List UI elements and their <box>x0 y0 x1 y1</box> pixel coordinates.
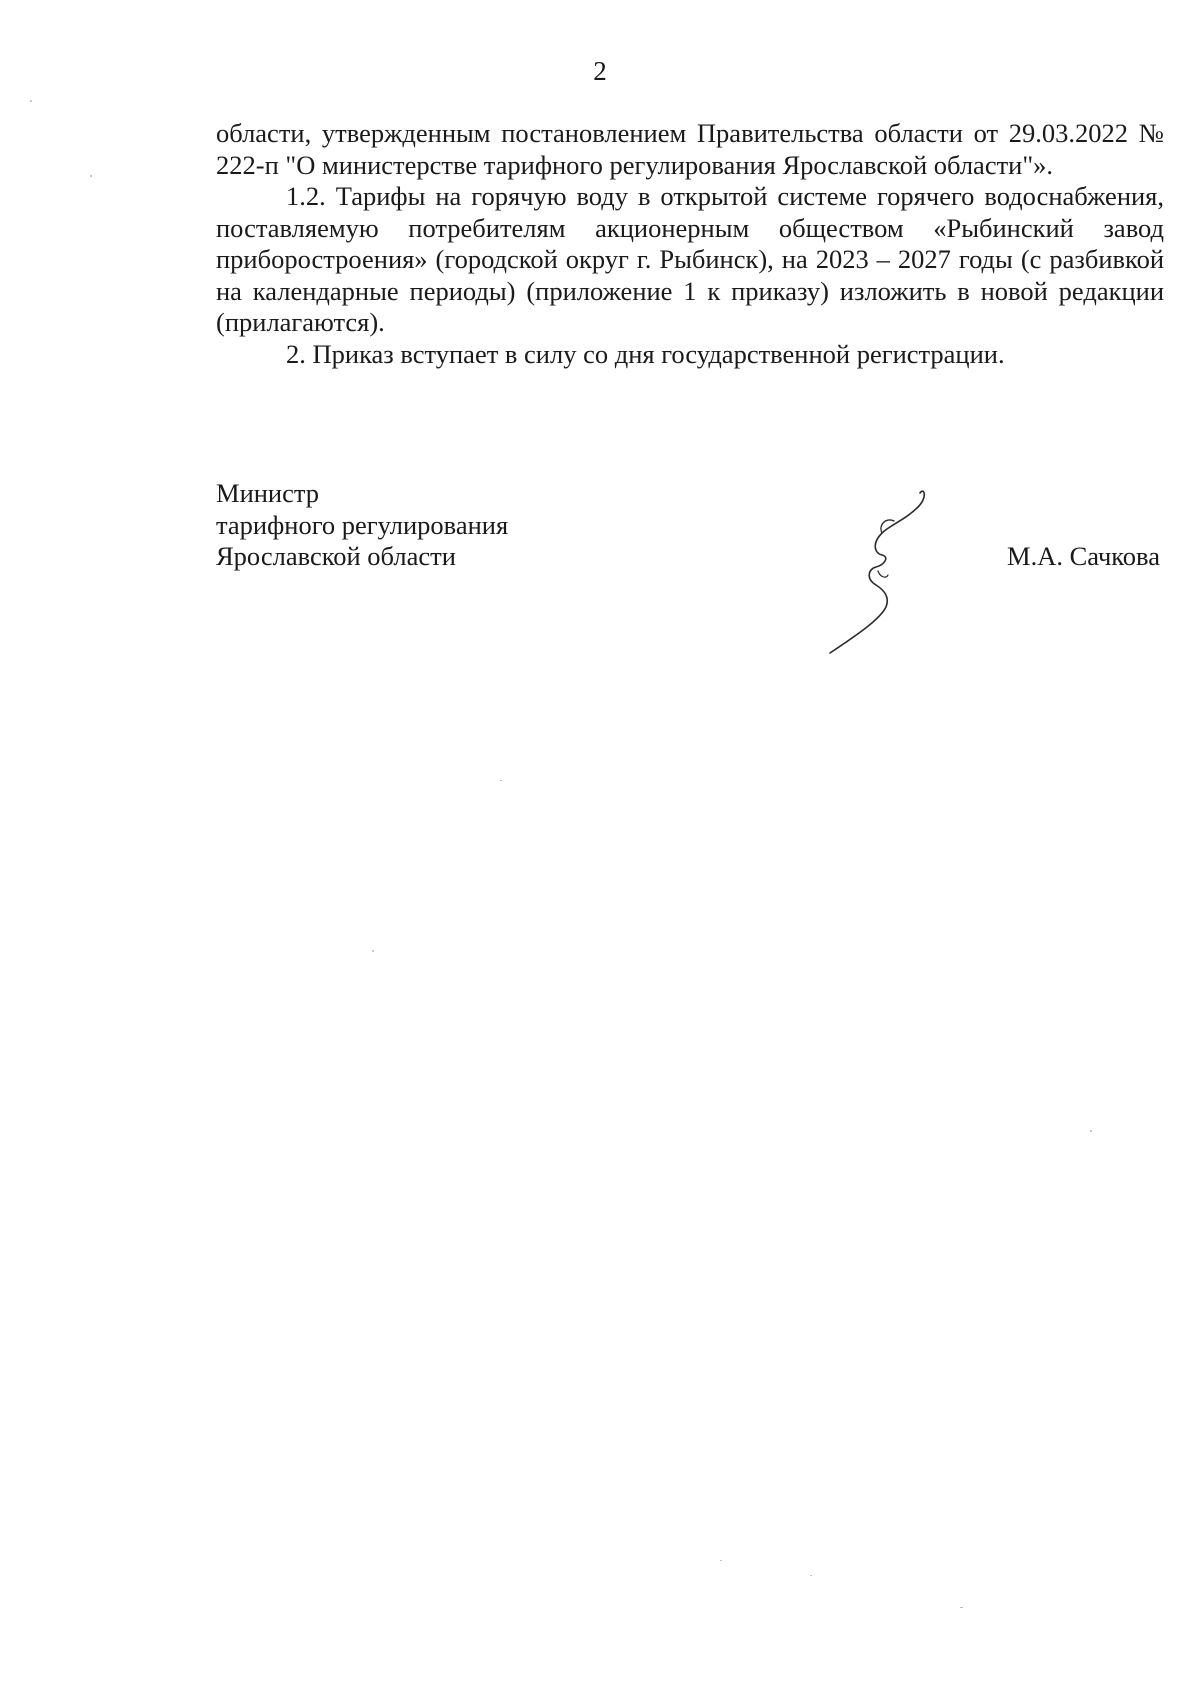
scan-artifact <box>1090 1130 1092 1132</box>
paragraph-continuation: области, утвержденным постановлением Правительства области от 29.03.2022 № 222-п "О министерстве тарифного регулирования Ярославской области"». <box>216 118 1164 180</box>
scan-artifact <box>372 950 374 952</box>
paragraph-item-2: 2. Приказ вступает в силу со дня государственной регистрации. <box>286 338 1005 369</box>
document-body <box>216 118 1164 370</box>
scan-artifact <box>90 175 92 177</box>
page-number: 2 <box>593 56 607 86</box>
paragraph-item-1-2: 1.2. Тарифы на горячую воду в открытой системе горячего водоснабжения, поставляемую потребителям акционерным обществом «Рыбинский завод приборостроения» (городской округ г. Рыбинск), на 2023 – 2027 годы (с разбивкой на календарные периоды) (приложение 1 к приказу) изложить в новой редакции (прилагаются). <box>216 181 1164 337</box>
position-line: Ярославской области <box>216 541 456 571</box>
signer-name: М.А. Сачкова <box>1007 541 1160 571</box>
scan-artifact <box>30 100 32 102</box>
scan-artifact <box>960 1607 963 1608</box>
handwritten-signature <box>820 485 940 655</box>
scan-artifact <box>720 1560 722 1561</box>
scan-artifact <box>500 780 502 781</box>
position-line: Министр <box>216 478 320 508</box>
signatory-position <box>216 478 508 573</box>
position-line: тарифного регулирования <box>216 509 509 540</box>
scan-artifact <box>810 1575 812 1576</box>
